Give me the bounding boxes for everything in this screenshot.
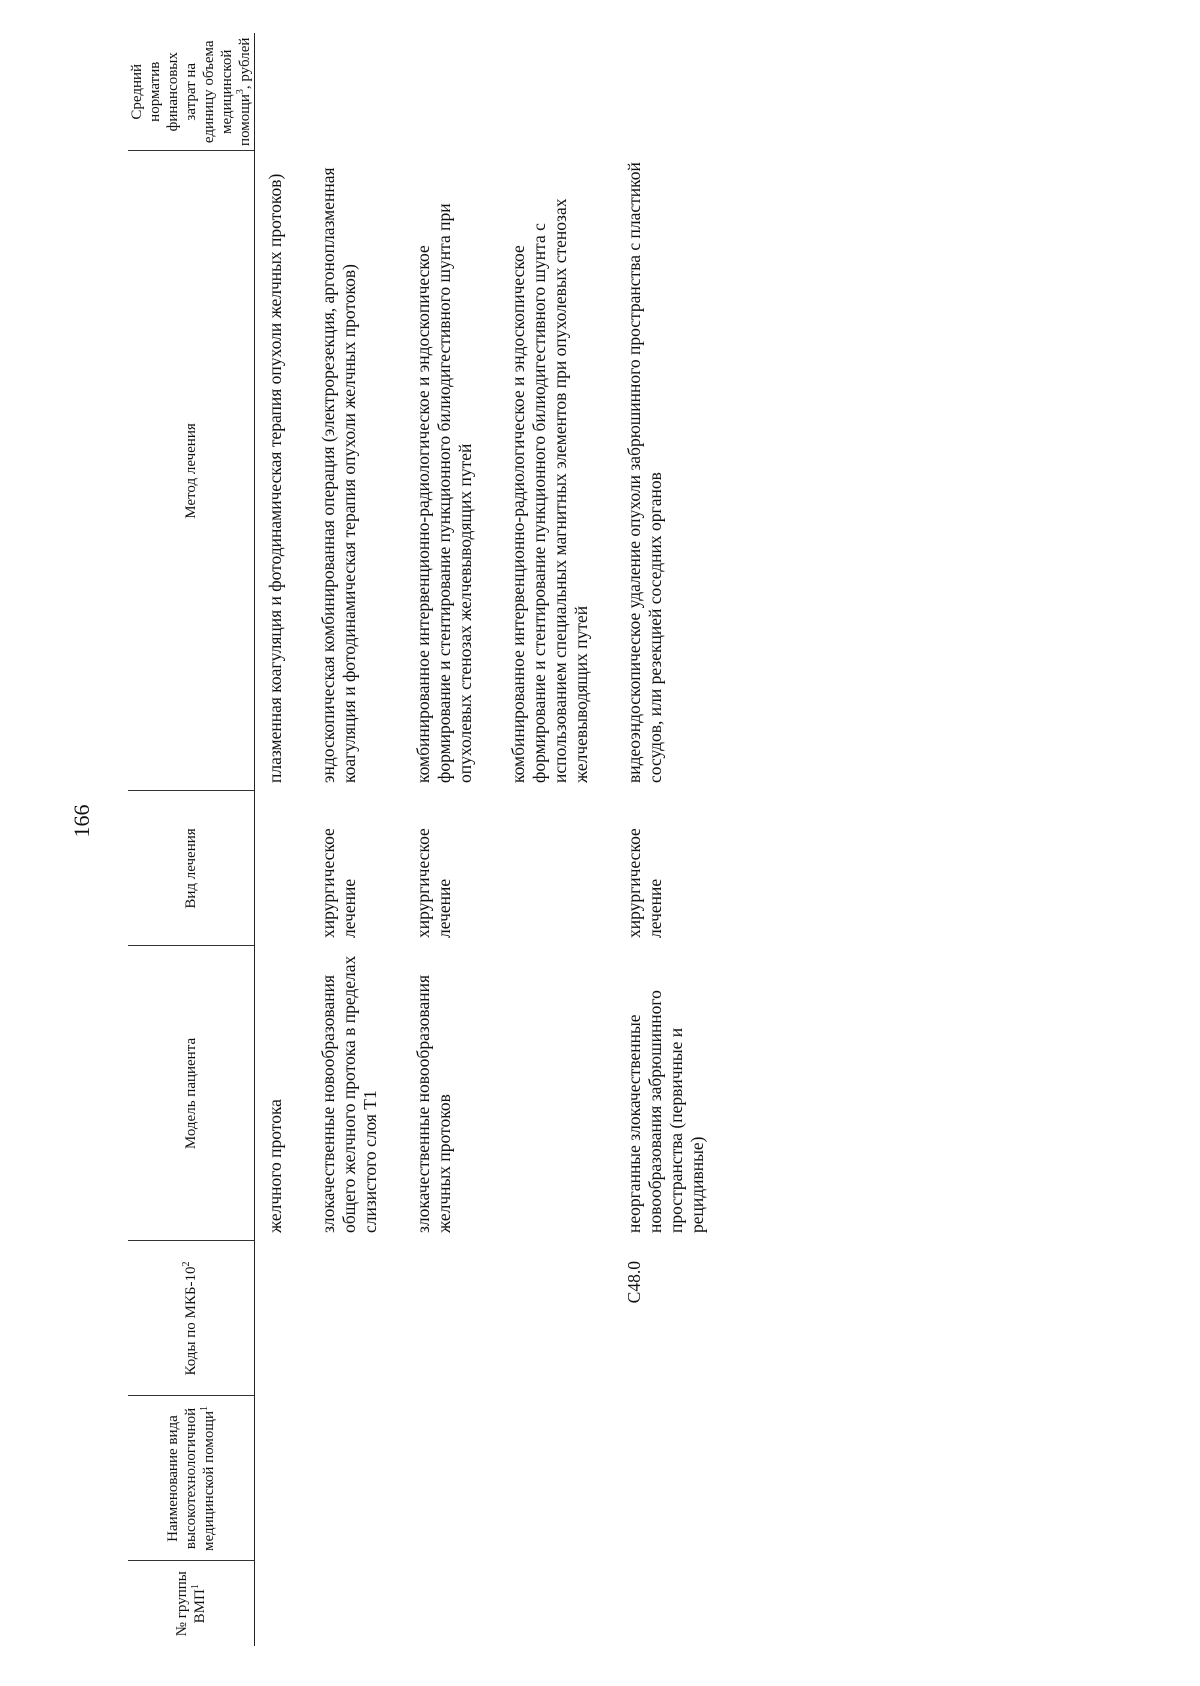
cell-vmp-name xyxy=(498,1396,614,1561)
cell-average-cost xyxy=(403,33,498,151)
cell-patient-model xyxy=(498,946,614,1241)
table-row xyxy=(614,33,730,1646)
cell-icd-codes xyxy=(403,1241,498,1396)
cell-patient-model: неорганные злокачественные новообразования забрюшинного пространства (первичные и рецидивные) xyxy=(624,990,707,1233)
header-treatment-method: Метод лечения xyxy=(128,151,255,791)
cell-vmp-name xyxy=(255,1396,309,1561)
vmp-table xyxy=(128,33,730,1646)
cell-average-cost xyxy=(498,33,614,151)
table-row xyxy=(403,33,498,1646)
cell-group-no xyxy=(308,1561,403,1646)
cell-average-cost xyxy=(614,33,730,151)
page-number: 166 xyxy=(69,804,94,838)
header-group-no: № группы ВМП$^1$ xyxy=(128,1561,255,1646)
cell-icd-codes xyxy=(498,1241,614,1396)
cell-treatment-type xyxy=(255,791,309,946)
cell-patient-model: злокачественные новообразования общего желчного протока в пределах слизистого слоя Т1 xyxy=(318,955,380,1233)
header-vmp-name: Наименование вида высокотехнологичной медицинской помощи$^1$ xyxy=(128,1396,255,1561)
header-treatment-type: Вид лечения xyxy=(128,791,255,946)
header-average-cost: Средний норматив финансовых затрат на единицу объема медицинской помощи$^3$, рублей xyxy=(128,33,255,151)
cell-group-no xyxy=(614,1561,730,1646)
cell-treatment-type: хирургическое лечение xyxy=(318,828,359,938)
cell-patient-model: злокачественные новообразования желчных протоков xyxy=(413,975,454,1233)
cell-treatment-type: хирургическое лечение xyxy=(413,828,454,938)
cell-icd-codes: С48.0 xyxy=(624,1261,644,1304)
header-patient-model: Модель пациента xyxy=(128,946,255,1241)
table-row xyxy=(308,33,403,1646)
cell-icd-codes xyxy=(308,1241,403,1396)
cell-treatment-method: комбинированное интервенционно-радиологическое и эндоскопическое формирование и стентирование пункционного билиодигестивного шунта при опухолевых стенозах желчевыводящих путей xyxy=(413,203,475,783)
cell-treatment-method: видеоэндоскопическое удаление опухоли забрюшинного пространства с пластикой сосудов, или резекцией соседних органов xyxy=(624,162,665,783)
cell-icd-codes xyxy=(255,1241,309,1396)
cell-treatment-method: эндоскопическая комбинированная операция (электрорезекция, аргоноплазменная коагуляция и фотодинамическая терапия опухоли желчных протоков) xyxy=(318,167,359,783)
cell-group-no xyxy=(255,1561,309,1646)
cell-average-cost xyxy=(255,33,309,151)
cell-group-no xyxy=(498,1561,614,1646)
cell-vmp-name xyxy=(403,1396,498,1561)
table-header-row xyxy=(128,33,255,1646)
cell-treatment-method: плазменная коагуляция и фотодинамическая терапия опухоли желчных протоков) xyxy=(265,173,285,783)
cell-vmp-name xyxy=(308,1396,403,1561)
cell-patient-model: желчного протока xyxy=(265,1099,285,1233)
cell-group-no xyxy=(403,1561,498,1646)
table-container xyxy=(128,33,1068,1646)
header-icd-codes: Коды по МКБ-$10^2$ xyxy=(128,1241,255,1396)
cell-vmp-name xyxy=(614,1396,730,1561)
table-row xyxy=(498,33,614,1646)
table-row xyxy=(255,33,309,1646)
cell-treatment-type xyxy=(498,791,614,946)
cell-treatment-type: хирургическое лечение xyxy=(624,828,665,938)
cell-average-cost xyxy=(308,33,403,151)
cell-treatment-method: комбинированное интервенционно-радиологическое и эндоскопическое формирование и стентирование пункционного билиодигестивного шунта с использованием специальных магнитных элементов при опухолевых стенозах желчевыводящих путей xyxy=(508,198,591,783)
